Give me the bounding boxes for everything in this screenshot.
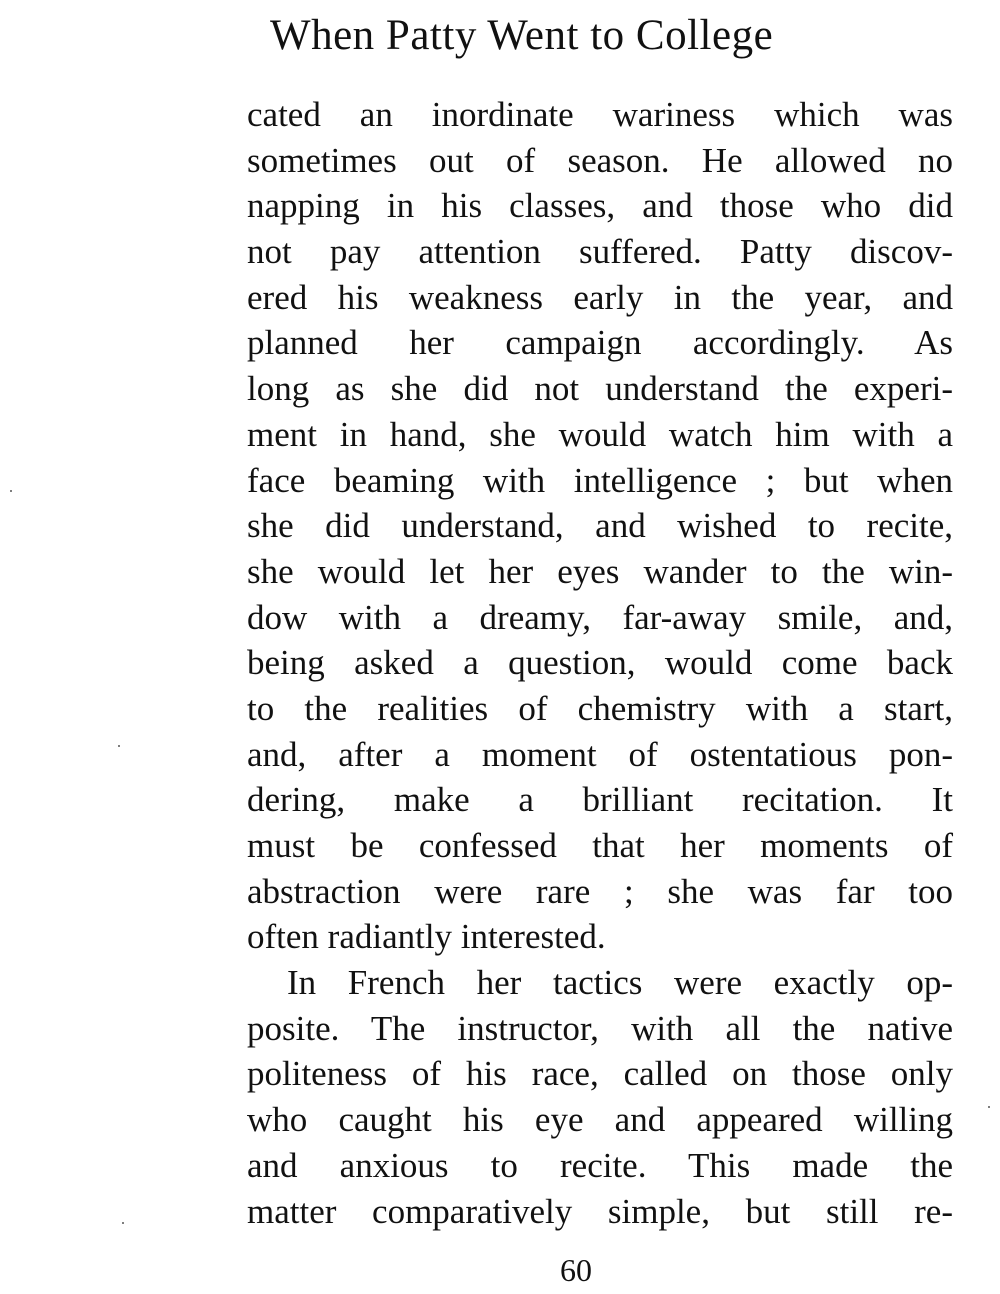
page-number: 60	[560, 1252, 592, 1288]
text-line: abstraction were rare ; she was far too	[247, 871, 953, 911]
text-line: she did understand, and wished to recite,	[247, 506, 953, 546]
text-line: not pay attention suffered. Patty discov-	[247, 232, 953, 272]
text-line: she would let her eyes wander to the win-	[247, 551, 953, 591]
text-line: face beaming with intelligence ; but when	[247, 460, 953, 500]
text-line: and, after a moment of ostentatious pon-	[247, 734, 953, 774]
text-line: matter comparatively simple, but still re-	[247, 1191, 953, 1231]
text-line: sometimes out of season. He allowed no	[247, 140, 953, 180]
text-line: must be confessed that her moments of	[247, 826, 953, 865]
text-line: In French her tactics were exactly op-	[287, 963, 953, 1003]
text-line: politeness of his race, called on those only	[247, 1054, 953, 1094]
text-line: ered his weakness early in the year, and	[247, 277, 953, 317]
running-head: When Patty Went to College	[270, 12, 774, 59]
text-line: and anxious to recite. This made the	[247, 1145, 953, 1185]
scan-speck	[122, 1222, 124, 1224]
text-line: who caught his eye and appeared willing	[247, 1100, 953, 1140]
text-line: cated an inordinate wariness which was	[247, 95, 953, 134]
text-line: planned her campaign accordingly. As	[247, 323, 953, 363]
scan-speck	[10, 490, 12, 492]
scan-speck	[118, 745, 120, 747]
text-line: posite. The instructor, with all the native	[247, 1008, 953, 1048]
body-text	[247, 92, 953, 1234]
text-line: long as she did not understand the experi-	[247, 369, 953, 409]
text-line: napping in his classes, and those who did	[247, 186, 953, 226]
text-line: dering, make a brilliant recitation. It	[247, 780, 953, 820]
text-line: being asked a question, would come back	[247, 643, 953, 683]
text-line: to the realities of chemistry with a start,	[247, 688, 953, 728]
scan-speck	[988, 1106, 990, 1108]
text-line: ment in hand, she would watch him with a	[247, 414, 953, 454]
text-line: often radiantly interested.	[247, 917, 606, 957]
text-line: dow with a dreamy, far-away smile, and,	[247, 597, 953, 637]
